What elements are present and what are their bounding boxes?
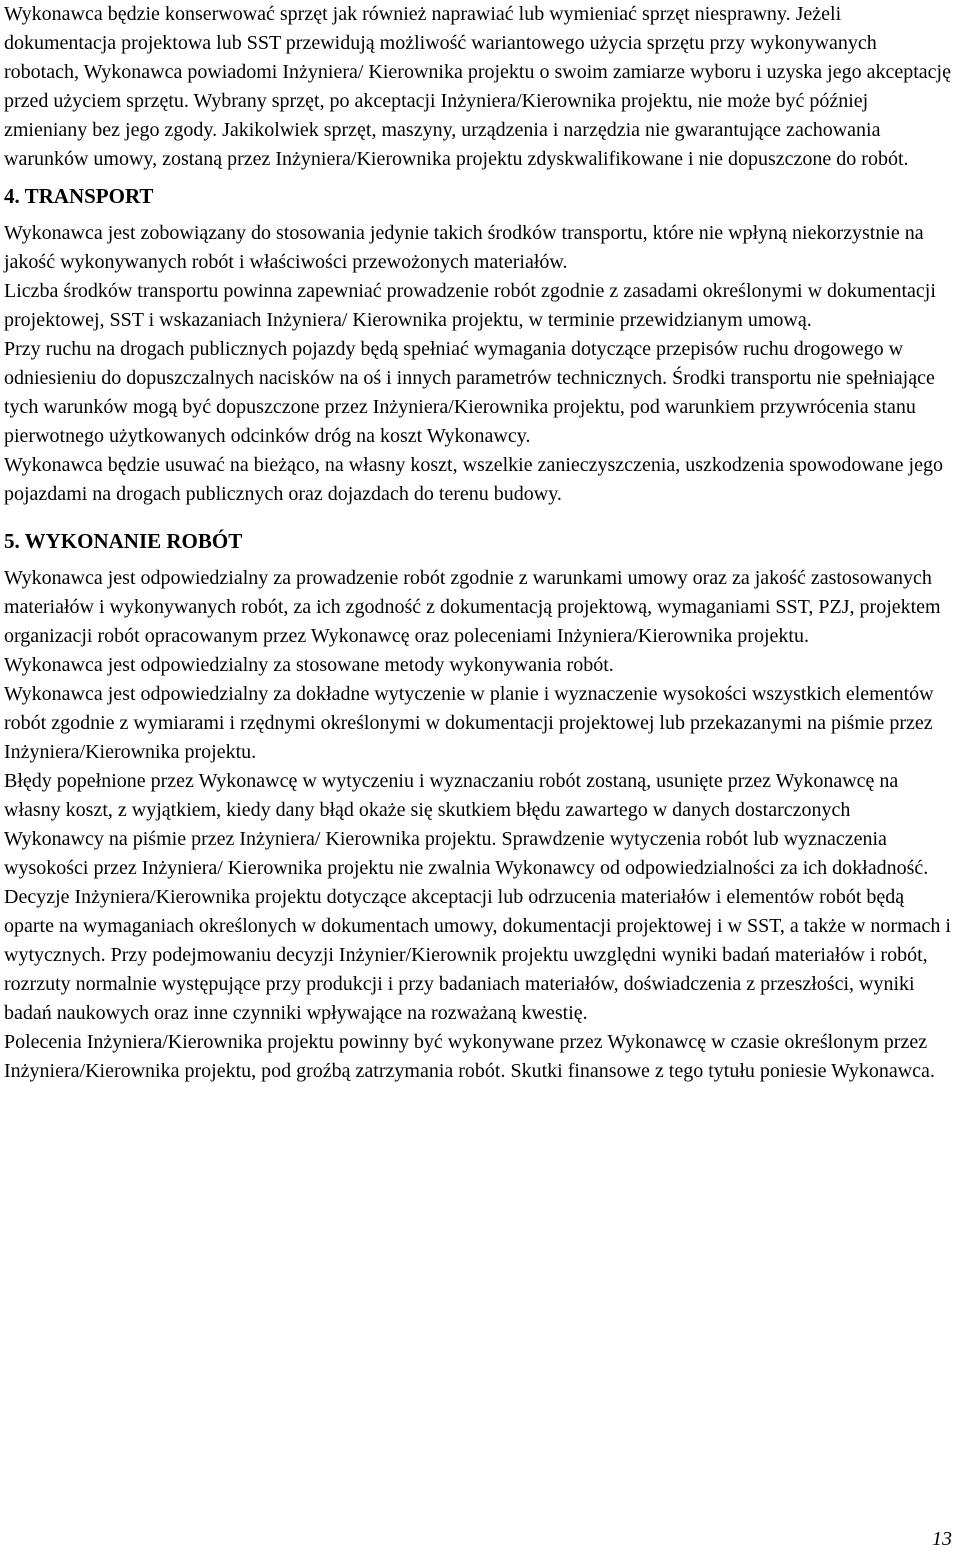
section-4-paragraph: Wykonawca jest zobowiązany do stosowania jedynie takich środków transportu, które nie wpłyną niekorzystnie na jakość wykonywanych robót i właściwości przewożonych materiałów. (4, 222, 924, 273)
section-4-heading: 4. TRANSPORT (4, 184, 154, 208)
section-5-paragraph: Wykonawca jest odpowiedzialny za dokładne wytyczenie w planie i wyznaczenie wysokości wszystkich elementów robót zgodnie z wymiarami i rzędnymi określonymi w dokumentacji projektowej lub przekazanymi na piśmie przez Inżyniera/Kierownika projektu. (4, 683, 934, 763)
intro-paragraph: Wykonawca będzie konserwować sprzęt jak również naprawiać lub wymieniać sprzęt niesprawny. Jeżeli dokumentacja projektowa lub SST przewidują możliwość wariantowego użycia sprzętu przy wykonywanych robotach, Wykonawca powiadomi Inżyniera/ Kierownika projektu o swoim zamiarze wyboru i uzyska jego akceptację przed użyciem sprzętu. Wybrany sprzęt, po akceptacji Inżyniera/Kierownika projektu, nie może być później zmieniany bez jego zgody. Jakikolwiek sprzęt, maszyny, urządzenia i narzędzia nie gwarantujące zachowania warunków umowy, zostaną przez Inżyniera/Kierownika projektu zdyskwalifikowane i nie dopuszczone do robót. (4, 3, 951, 170)
section-4-paragraph: Liczba środków transportu powinna zapewniać prowadzenie robót zgodnie z zasadami określonymi w dokumentacji projektowej, SST i wskazaniach Inżyniera/ Kierownika projektu, w terminie przewidzianym umową. (4, 280, 936, 331)
section-4-paragraph: Wykonawca będzie usuwać na bieżąco, na własny koszt, wszelkie zanieczyszczenia, uszkodzenia spowodowane jego pojazdami na drogach publicznych oraz dojazdach do terenu budowy. (4, 454, 943, 505)
section-5-paragraph: Wykonawca jest odpowiedzialny za prowadzenie robót zgodnie z warunkami umowy oraz za jakość zastosowanych materiałów i wykonywanych robót, za ich zgodność z dokumentacją projektową, wymaganiami SST, PZJ, projektem organizacji robót opracowanym przez Wykonawcę oraz poleceniami Inżyniera/Kierownika projektu. (4, 567, 941, 647)
section-5-paragraph: Wykonawca jest odpowiedzialny za stosowane metody wykonywania robót. (4, 654, 614, 676)
section-5-heading: 5. WYKONANIE ROBÓT (4, 529, 243, 553)
document-page (4, 0, 954, 1086)
section-5-paragraph: Błędy popełnione przez Wykonawcę w wytyczeniu i wyznaczaniu robót zostaną, usunięte przez Wykonawcę na własny koszt, z wyjątkiem, kiedy dany błąd okaże się skutkiem błędu zawartego w danych dostarczonych Wykonawcy na piśmie przez Inżyniera/ Kierownika projektu. Sprawdzenie wytyczenia robót lub wyznaczenia wysokości przez Inżyniera/ Kierownika projektu nie zwalnia Wykonawcy od odpowiedzialności za ich dokładność. (4, 770, 929, 879)
section-4-paragraph: Przy ruchu na drogach publicznych pojazdy będą spełniać wymagania dotyczące przepisów ruchu drogowego w odniesieniu do dopuszczalnych nacisków na oś i innych parametrów technicznych. Środki transportu nie spełniające tych warunków mogą być dopuszczone przez Inżyniera/Kierownika projektu, pod warunkiem przywrócenia stanu pierwotnego użytkowanych odcinków dróg na koszt Wykonawcy. (4, 338, 935, 447)
page-number: 13 (932, 1528, 952, 1550)
section-5-paragraph: Polecenia Inżyniera/Kierownika projektu powinny być wykonywane przez Wykonawcę w czasie określonym przez Inżyniera/Kierownika projektu, pod groźbą zatrzymania robót. Skutki finansowe z tego tytułu poniesie Wykonawca. (4, 1031, 935, 1082)
section-5-paragraph: Decyzje Inżyniera/Kierownika projektu dotyczące akceptacji lub odrzucenia materiałów i elementów robót będą oparte na wymaganiach określonych w dokumentach umowy, dokumentacji projektowej i w SST, a także w normach i wytycznych. Przy podejmowaniu decyzji Inżynier/Kierownik projektu uwzględni wyniki badań materiałów i robót, rozrzuty normalnie występujące przy produkcji i przy badaniach materiałów, doświadczenia z przeszłości, wyniki badań naukowych oraz inne czynniki wpływające na rozważaną kwestię. (4, 886, 951, 1024)
